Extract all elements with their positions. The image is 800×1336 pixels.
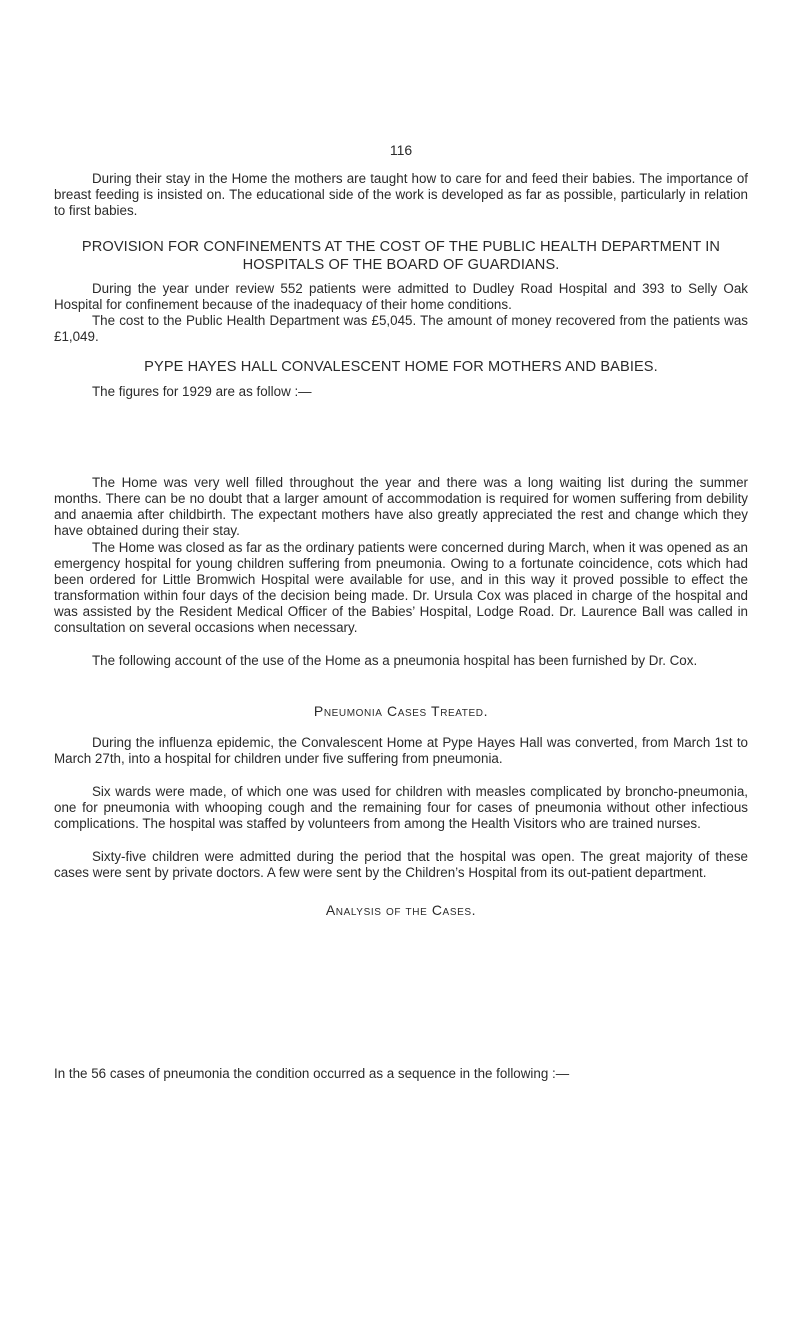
pype-paragraph-3: The following account of the use of the Home as a pneumonia hospital has been furnished by Dr. Cox. — [92, 653, 698, 668]
analysis-heading: Analysis of the Cases. — [325, 902, 477, 918]
pype-paragraph-1: The Home was very well filled throughout the year and there was a long waiting list during the summer months. There can be no doubt that a larger amount of accommodation is required for women suffering from debility and anaemia after childbirth. The expectant mothers have also greatly appreciated the rest and change which they have obtained during their stay. — [54, 475, 748, 538]
pype-heading: PYPE HAYES HALL CONVALESCENT HOME FOR MOTHERS AND BABIES. — [144, 359, 658, 375]
sequence-intro: In the 56 cases of pneumonia the condition occurred as a sequence in the following :— — [54, 1066, 570, 1081]
pype-paragraph-2: The Home was closed as far as the ordinary patients were concerned during March, when it was opened as an emergency hospital for young children suffering from pneumonia. Owing to a fortunate coincidence, cots which had been ordered for Little Bromwich Hospital were available for use, and in this way it proved possible to effect the transformation within four days of the decision being made. Dr. Ursula Cox was placed in charge of the hospital and was assisted by the Resident Medical Officer of the Babies’ Hospital, Lodge Road. Dr. Laurence Ball was called in consultation on several occasions when necessary. — [54, 540, 748, 635]
figures-intro: The figures for 1929 are as follow :— — [92, 384, 312, 399]
pneumonia-paragraph-3: Sixty-five children were admitted during the period that the hospital was open. The great majority of these cases were sent by private doctors. A few were sent by the Children’s Hospital from its out-patient department. — [54, 849, 748, 880]
provision-heading: PROVISION FOR CONFINEMENTS AT THE COST OF THE PUBLIC HEALTH DEPARTMENT IN HOSPITALS OF THE BOARD OF GUARDIANS. — [81, 239, 721, 273]
intro-paragraph: During their stay in the Home the mothers are taught how to care for and feed their babies. The importance of breast feeding is insisted on. The educational side of the work is developed as far as possible, particularly in relation to first babies. — [54, 171, 748, 218]
pneumonia-paragraph-2: Six wards were made, of which one was used for children with measles complicated by broncho-pneumonia, one for pneumonia with whooping cough and the remaining four for cases of pneumonia without other infectious complications. The hospital was staffed by volunteers from among the Health Visitors who are trained nurses. — [54, 784, 748, 831]
provision-paragraph-1: During the year under review 552 patients were admitted to Dudley Road Hospital and 393 to Selly Oak Hospital for confinement because of the inadequacy of their home conditions. — [54, 281, 748, 312]
provision-paragraph-2: The cost to the Public Health Department was £5,045. The amount of money recovered from the patients was £1,049. — [54, 313, 748, 344]
pneumonia-paragraph-1: During the influenza epidemic, the Convalescent Home at Pype Hayes Hall was converted, from March 1st to March 27th, into a hospital for children under five suffering from pneumonia. — [54, 735, 748, 766]
pneumonia-heading: Pneumonia Cases Treated. — [313, 703, 489, 719]
page-number: 116 — [389, 142, 413, 158]
